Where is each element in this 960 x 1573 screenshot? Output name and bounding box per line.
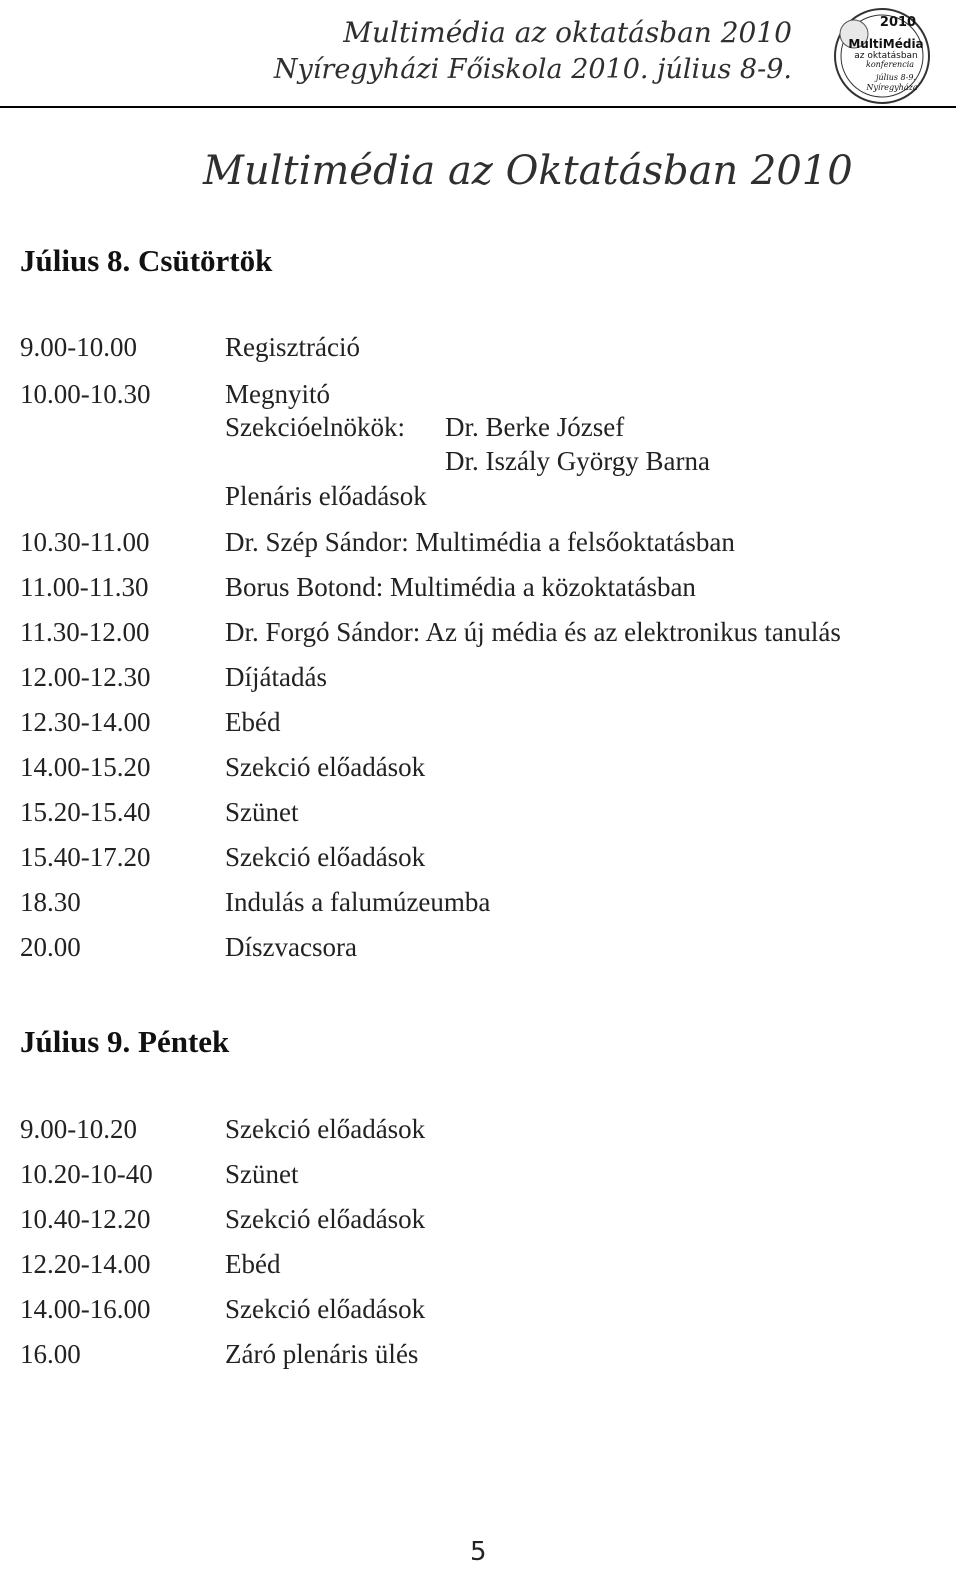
- page-title: Multimédia az Oktatásban 2010: [203, 148, 853, 194]
- logo-year: 2010: [879, 15, 917, 30]
- schedule-time: 14.00-16.00: [20, 1294, 151, 1324]
- schedule-time: 12.30-14.00: [20, 707, 151, 737]
- header-divider: [0, 106, 956, 108]
- schedule-event: Szekció előadások: [225, 1204, 426, 1234]
- schedule-event: Szünet: [225, 1159, 299, 1189]
- schedule-event: Megnyitó: [225, 379, 330, 409]
- schedule-event: Szekció előadások: [225, 1114, 426, 1144]
- logo-city: Nyíregyháza: [866, 83, 918, 92]
- chairs-label: Szekcióelnökök:: [225, 412, 405, 442]
- schedule-event: Díjátadás: [225, 662, 327, 692]
- schedule-event: Borus Botond: Multimédia a közoktatásban: [225, 572, 696, 602]
- plenary-label: Plenáris előadások: [225, 481, 427, 511]
- header-conference-title: Multimédia az oktatásban 2010: [343, 16, 792, 49]
- schedule-event: Indulás a falumúzeumba: [225, 887, 491, 917]
- logo-subtitle: az oktatásban: [854, 51, 918, 61]
- schedule-time: 9.00-10.20: [20, 1114, 137, 1144]
- logo-date: július 8-9.: [876, 73, 916, 82]
- conference-logo: [832, 6, 932, 106]
- schedule-time: 12.00-12.30: [20, 662, 151, 692]
- schedule-time: 10.00-10.30: [20, 379, 151, 409]
- schedule-time: 15.40-17.20: [20, 842, 151, 872]
- schedule-time: 9.00-10.00: [20, 332, 137, 362]
- schedule-time: 10.30-11.00: [20, 527, 150, 557]
- schedule-event: Szekció előadások: [225, 752, 426, 782]
- schedule-time: 15.20-15.40: [20, 797, 151, 827]
- chair-name: Dr. Berke József: [445, 412, 625, 442]
- schedule-event: Záró plenáris ülés: [225, 1339, 419, 1369]
- schedule-time: 11.30-12.00: [20, 617, 150, 647]
- schedule-event: Dr. Szép Sándor: Multimédia a felsőoktatásban: [225, 527, 735, 557]
- chair-name: Dr. Iszály György Barna: [445, 446, 710, 476]
- schedule-event: Szünet: [225, 797, 299, 827]
- day2-heading: Július 9. Péntek: [20, 1024, 230, 1059]
- schedule-time: 16.00: [20, 1339, 81, 1369]
- logo-name: MultiMédia: [848, 37, 924, 51]
- schedule-time: 12.20-14.00: [20, 1249, 151, 1279]
- page-number: 5: [470, 1537, 487, 1567]
- schedule-time: 10.40-12.20: [20, 1204, 151, 1234]
- schedule-event: Ebéd: [225, 707, 281, 737]
- schedule-event: Dr. Forgó Sándor: Az új média és az elektronikus tanulás: [225, 617, 841, 647]
- schedule-time: 10.20-10-40: [20, 1159, 153, 1189]
- day1-heading: Július 8. Csütörtök: [20, 243, 273, 278]
- schedule-time: 11.00-11.30: [20, 572, 149, 602]
- schedule-event: Díszvacsora: [225, 932, 357, 962]
- schedule-time: 18.30: [20, 887, 81, 917]
- schedule-event: Regisztráció: [225, 332, 360, 362]
- schedule-event: Ebéd: [225, 1249, 281, 1279]
- header-venue-date: Nyíregyházi Főiskola 2010. július 8-9.: [273, 54, 792, 85]
- logo-conference: konferencia: [865, 60, 915, 69]
- schedule-time: 14.00-15.20: [20, 752, 151, 782]
- schedule-time: 20.00: [20, 932, 81, 962]
- schedule-event: Szekció előadások: [225, 842, 426, 872]
- schedule-event: Szekció előadások: [225, 1294, 426, 1324]
